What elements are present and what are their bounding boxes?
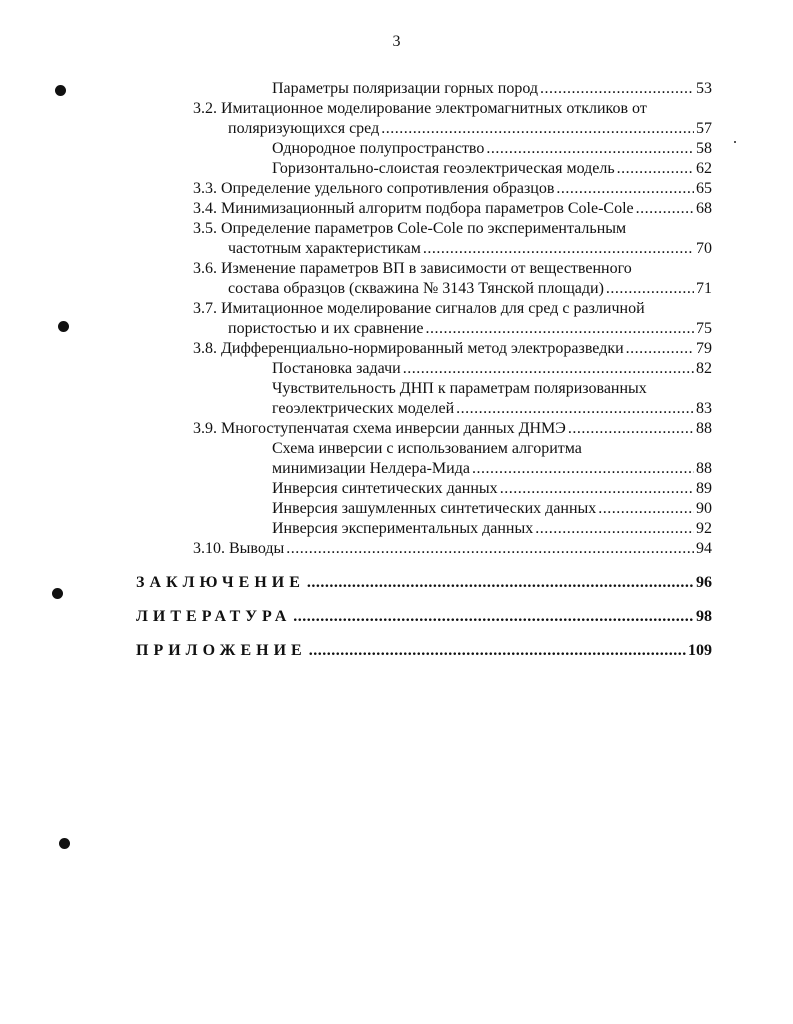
toc-entry [272,379,647,398]
toc-leader [500,479,694,498]
toc-major-title: ПРИЛОЖЕНИЕ [136,642,307,659]
toc-entry-continuation [272,399,712,418]
toc-entry-title: поляризующихся сред [228,120,380,137]
toc-entry-page: 75 [696,320,712,337]
toc-entry-title: геоэлектрических моделей [272,400,455,417]
toc-leader [556,179,694,198]
toc-entry-page: 62 [696,160,712,177]
toc-leader [472,459,694,478]
toc-entry-continuation [272,459,712,478]
toc-leader [293,607,694,626]
toc-entry-title: пористостью и их сравнение [228,320,424,337]
toc-leader [606,279,694,298]
toc-entry-number: 3.4. [193,200,217,217]
toc-leader [636,199,694,218]
toc-entry-title: Имитационное моделирование электромагнитных откликов от [221,100,647,117]
toc-entry-title: состава образцов (скважина № 3143 Тянской площади) [228,280,604,297]
toc-leader [617,159,694,178]
toc-leader [309,641,686,660]
toc-entry-number: 3.9. [193,420,217,437]
toc-entry-title: Постановка задачи [272,360,401,377]
toc-entry-title: частотным характеристикам [228,240,421,257]
toc-entry-page: 79 [696,340,712,357]
toc-entry-number: 3.3. [193,180,217,197]
toc-entry-continuation [228,239,712,258]
toc-leader [626,339,694,358]
toc-leader [286,539,694,558]
toc-entry [193,339,712,358]
toc-entry-number: 3.10. [193,540,225,557]
toc-entry-page: 68 [696,200,712,217]
toc-entry-title: Инверсия экспериментальных данных [272,520,534,537]
toc-entry [193,259,632,278]
toc-leader [456,399,694,418]
toc-entry-title: Определение удельного сопротивления образцов [221,180,555,197]
toc-entry [272,439,582,458]
toc-entry-continuation [228,279,712,298]
toc-major-section [136,641,712,660]
toc-entry-title: Выводы [229,540,285,557]
toc-leader [423,239,694,258]
toc-entry-continuation [228,119,712,138]
toc-major-title: ЗАКЛЮЧЕНИЕ [136,574,305,591]
toc-entry [272,499,712,518]
binder-hole [59,838,70,849]
toc-leader [307,573,694,592]
toc-entry-title: Схема инверсии с использованием алгоритма [272,440,582,457]
toc-entry-title: Минимизационный алгоритм подбора параметров Cole-Cole [221,200,634,217]
toc-entry-page: 70 [696,240,712,257]
toc-entry-page: 89 [696,480,712,497]
toc-leader [426,319,694,338]
toc-entry-title: Имитационное моделирование сигналов для сред с различной [221,300,645,317]
toc-entry-title: Однородное полупространство [272,140,485,157]
toc-entry-page: 57 [696,120,712,137]
toc-entry-title: минимизации Нелдера-Мида [272,460,470,477]
toc-leader [598,499,694,518]
toc-leader [403,359,694,378]
toc-entry-number: 3.2. [193,100,217,117]
toc-entry-page: 53 [696,80,712,97]
toc-entry-page: 88 [696,460,712,477]
toc-entry-number: 3.5. [193,220,217,237]
toc-leader [540,79,694,98]
toc-entry-page: 88 [696,420,712,437]
toc-entry [272,359,712,378]
toc-entry-title: Инверсия зашумленных синтетических данных [272,500,597,517]
toc-entry [193,419,712,438]
toc-entry-number: 3.6. [193,260,217,277]
toc-entry-title: Горизонтально-слоистая геоэлектрическая модель [272,160,615,177]
toc-entry-title: Изменение параметров ВП в зависимости от вещественного [221,260,632,277]
toc-entry-title: Параметры поляризации горных пород [272,80,539,97]
toc-entry [193,219,626,238]
toc-entry [272,159,712,178]
binder-hole [58,321,69,332]
toc-entry-page: 90 [696,500,712,517]
toc-entry-title: Дифференциально-нормированный метод электроразведки [221,340,624,357]
toc-entry-page: 65 [696,180,712,197]
toc-leader [381,119,694,138]
toc-entry [272,519,712,538]
toc-entry [272,139,712,158]
toc-entry [193,539,712,558]
toc-major-title: ЛИТЕРАТУРА [136,608,292,625]
toc-entry-title: Инверсия синтетических данных [272,480,498,497]
toc-entry-page: 92 [696,520,712,537]
toc-entry-number: 3.8. [193,340,217,357]
toc-entry-page: 58 [696,140,712,157]
toc-entry [193,199,712,218]
toc-entry [272,479,712,498]
toc-leader [568,419,694,438]
toc-major-section [136,607,712,626]
scan-speck [734,141,736,143]
toc-entry-title: Чувствительность ДНП к параметрам поляризованных [272,380,647,397]
binder-hole [52,588,63,599]
toc-entry-title: Многоступенчатая схема инверсии данных ДНМЭ [221,420,566,437]
toc-major-page: 96 [696,574,712,591]
toc-entry-page: 83 [696,400,712,417]
toc-entry-page: 94 [696,540,712,557]
toc-entry [193,299,645,318]
toc-leader [486,139,694,158]
toc-entry-title: Определение параметров Cole-Cole по экспериментальным [221,220,627,237]
page-number: 3 [392,33,401,50]
toc-major-page: 109 [688,642,712,659]
toc-entry-continuation [228,319,712,338]
toc-entry [193,99,647,118]
toc-entry [193,179,712,198]
toc-leader [535,519,694,538]
toc-entry [272,79,712,98]
toc-major-page: 98 [696,608,712,625]
toc-major-section [136,573,712,592]
toc-entry-page: 82 [696,360,712,377]
binder-hole [55,85,66,96]
toc-entry-number: 3.7. [193,300,217,317]
toc-entry-page: 71 [696,280,712,297]
